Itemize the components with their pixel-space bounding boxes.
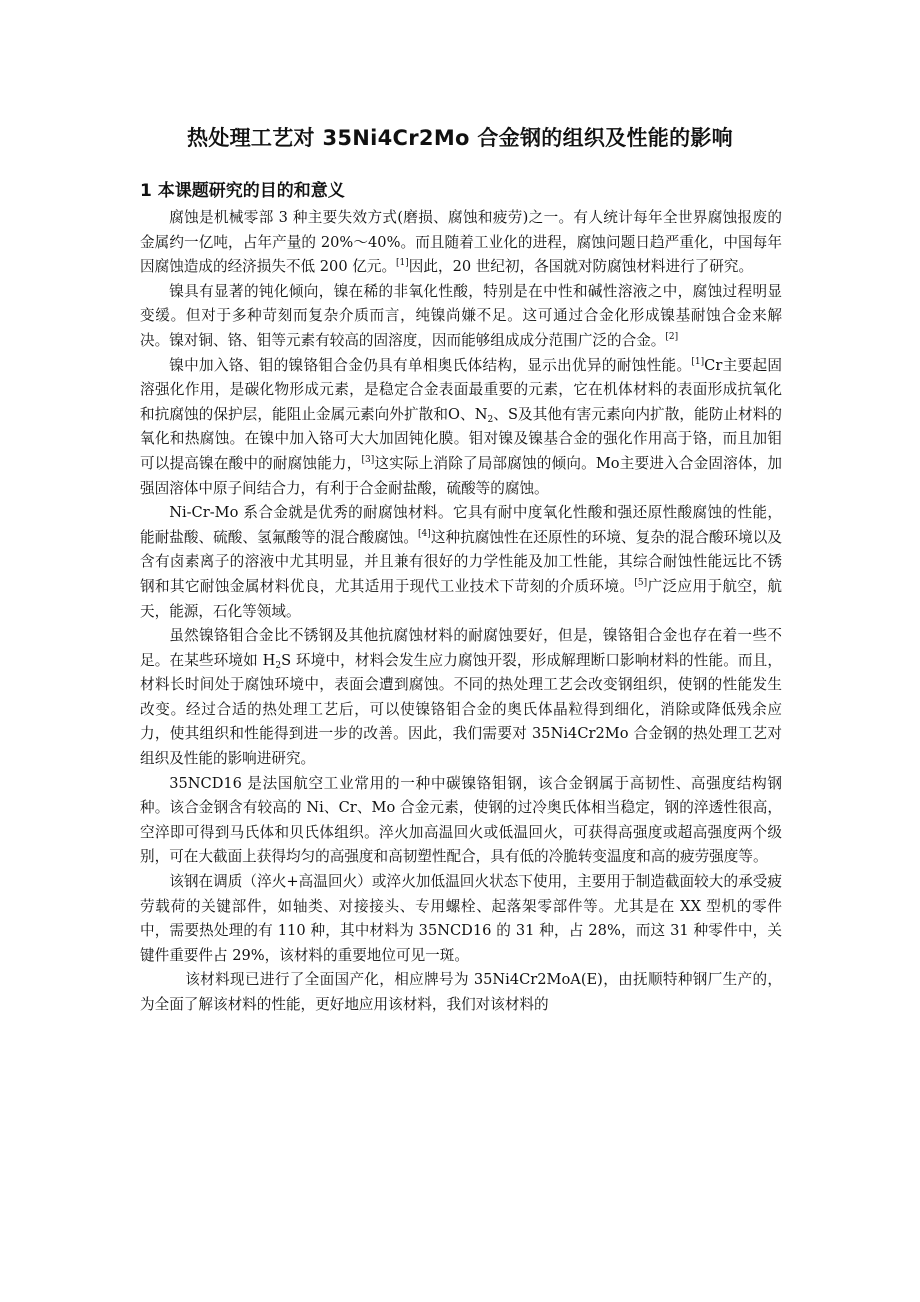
subscript: 2 bbox=[487, 414, 494, 425]
paragraph-text: 该材料现已进行了全面国产化，相应牌号为 35Ni4Cr2MoA(E)，由抚顺特种钢厂生产的，为全面了解该材料的性能，更好地应用该材料，我们对该材料的 bbox=[140, 971, 782, 1013]
paragraph-5 bbox=[140, 624, 782, 772]
paragraph-3 bbox=[140, 354, 782, 502]
paragraph-text: Cr主要起固溶强化作用，是碳化物形成元素，是稳定合金表面最重要的元素，它在机体材料的表面形成抗氧化和抗腐蚀的保护层，能阻止金属元素向外扩散和O、N bbox=[140, 356, 782, 423]
paragraph-text: 、S及其他有害元素向内扩散，能防止材料的氧化和热腐蚀。在镍中加入铬可大大加固钝化膜。钼对镍及镍基合金的强化作用高于铬，而且加钼可以提高镍在酸中的耐腐蚀能力， bbox=[140, 405, 782, 472]
paragraph-text: Ni-Cr-Mo 系合金就是优秀的耐腐蚀材料。它具有耐中度氧化性酸和强还原性酸腐蚀的性能，能耐盐酸、硫酸、氢氟酸等的混合酸腐蚀。 bbox=[140, 504, 782, 546]
paragraph-text: 镍中加入铬、钼的镍铬钼合金仍具有单相奥氏体结构，显示出优异的耐蚀性能。 bbox=[169, 356, 692, 374]
citation-ref: [1] bbox=[396, 258, 409, 269]
paragraph-text: 这实际上消除了局部腐蚀的倾向。Mo主要进入合金固溶体，加强固溶体中原子间结合力，有利于合金耐盐酸，硫酸等的腐蚀。 bbox=[140, 454, 782, 497]
paragraph-4 bbox=[140, 501, 782, 624]
citation-ref: [3] bbox=[361, 454, 375, 465]
paragraph-text: 35NCD16 是法国航空工业常用的一种中碳镍铬钼钢，该合金钢属于高韧性、高强度结构钢种。该合金钢含有较高的 Ni、Cr、Mo 合金元素，使钢的过冷奥氏体相当稳定，钢的淬透性很高，空淬即可得到马氏体和贝氏体组织。淬火加高温回火或低温回火，可获得高强度或超高强度两个级别，可在大截面上获得均匀的高强度和高韧塑性配合，具有低的冷脆转变温度和高的疲劳强度等。 bbox=[140, 774, 782, 866]
paragraph-2 bbox=[140, 280, 782, 354]
paragraph-6 bbox=[140, 772, 782, 870]
citation-ref: [1] bbox=[691, 356, 705, 367]
subscript: 2 bbox=[275, 660, 282, 671]
section-heading: 1 本课题研究的目的和意义 bbox=[140, 181, 345, 201]
paragraph-text: S 环境中，材料会发生应力腐蚀开裂，形成解理断口影响材料的性能。而且，材料长时间处于腐蚀环境中，表面会遭到腐蚀。不同的热处理工艺会改变钢组织，使钢的性能发生改变。经过合适的热处理工艺后，可以使镍铬钼合金的奥氏体晶粒得到细化，消除或降低残余应力，使其组织和性能得到进一步的改善。因此，我们需要对 35Ni4Cr2Mo 合金钢的热处理工艺对组织及性能的影响进研究。 bbox=[140, 651, 782, 768]
paragraph-text: 广泛应用于航空，航天，能源，石化等领域。 bbox=[140, 577, 782, 620]
paragraph-8 bbox=[140, 968, 782, 1017]
paragraph-text: 虽然镍铬钼合金比不锈钢及其他抗腐蚀材料的耐腐蚀要好，但是，镍铬钼合金也存在着一些不足。在某些环境如 H bbox=[140, 627, 782, 669]
paragraph-1 bbox=[140, 206, 782, 280]
citation-ref: [4] bbox=[418, 528, 431, 539]
paragraph-7 bbox=[140, 870, 782, 968]
paragraph-text: 镍具有显著的钝化倾向，镍在稀的非氧化性酸，特别是在中性和碱性溶液之中，腐蚀过程明显变缓。但对于多种苛刻而复杂介质而言，纯镍尚嫌不足。这可通过合金化形成镍基耐蚀合金来解决。镍对铜、铬、钼等元素有较高的固溶度，因而能够组成成分范围广泛的合金。 bbox=[140, 282, 782, 349]
citation-ref: [5] bbox=[634, 577, 648, 588]
paragraph-text: 因此，20 世纪初，各国就对防腐蚀材料进行了研究。 bbox=[408, 258, 754, 276]
paragraph-text: 腐蚀是机械零部 3 种主要失效方式(磨损、腐蚀和疲劳)之一。有人统计每年全世界腐蚀报废的金属约一亿吨，占年产量的 20%～40%。而且随着工业化的进程，腐蚀问题日趋严重化，中国每年因腐蚀造成的经济损失不低 200 亿元。 bbox=[140, 209, 782, 276]
paragraph-text: 该钢在调质（淬火+高温回火）或淬火加低温回火状态下使用，主要用于制造截面较大的承受疲劳载荷的关键部件，如轴类、对接接头、专用螺栓、起落架零部件等。尤其是在 XX 型机的零件中，需要热处理的有 110 种，其中材料为 35NCD16 的 31 种，占 28%，而这 31 种零件中，关键件重要件占 29%，该材料的重要地位可见一斑。 bbox=[140, 873, 782, 964]
paragraph-text: 这种抗腐蚀性在还原性的环境、复杂的混合酸环境以及含有卤素离子的溶液中尤其明显，并且兼有很好的力学性能及加工性能，其综合耐蚀性能远比不锈钢和其它耐蚀金属材料优良，尤其适用于现代工业技术下苛刻的介质环境。 bbox=[140, 528, 782, 595]
document-title: 热处理工艺对 35Ni4Cr2Mo 合金钢的组织及性能的影响 bbox=[187, 126, 733, 150]
document-body bbox=[140, 206, 782, 1018]
citation-ref: [2] bbox=[665, 331, 679, 342]
